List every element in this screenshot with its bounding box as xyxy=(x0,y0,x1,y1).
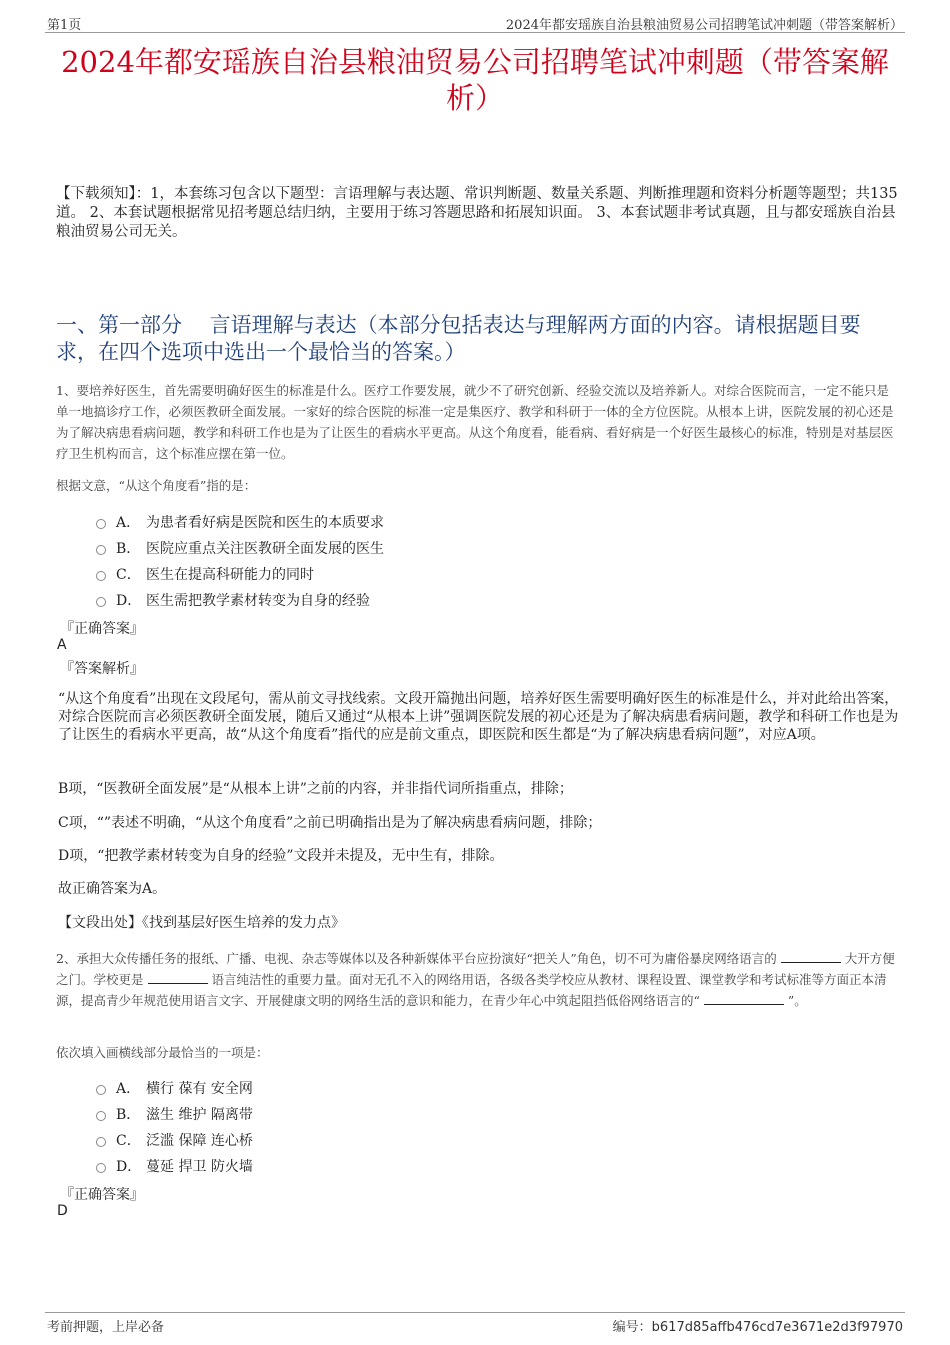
question-2-prompt: 依次填入画横线部分最恰当的一项是： xyxy=(56,1045,269,1060)
radio-icon[interactable] xyxy=(96,545,106,555)
fill-blank-1 xyxy=(781,950,841,963)
q1-answer-label: 『正确答案』 xyxy=(60,621,144,637)
radio-icon[interactable] xyxy=(96,1163,106,1173)
q2-option-c[interactable]: C． 泛滥 保障 连心桥 xyxy=(96,1127,253,1153)
q1-option-b[interactable]: B． 医院应重点关注医教研全面发展的医生 xyxy=(96,535,384,561)
q1-analysis-d: D项，“把教学素材转变为自身的经验”文段并未提及，无中生有，排除。 xyxy=(58,848,504,864)
radio-icon[interactable] xyxy=(96,1085,106,1095)
q1-option-c[interactable]: C． 医生在提高科研能力的同时 xyxy=(96,561,384,587)
section-heading: 一、第一部分 言语理解与表达（本部分包括表达与理解两方面的内容。请根据题目要求，在四个选项中选出一个最恰当的答案。） xyxy=(56,313,861,364)
header-doc-title: 2024年都安瑶族自治县粮油贸易公司招聘笔试冲刺题（带答案解析） xyxy=(505,18,903,33)
question-2-options xyxy=(96,1075,253,1179)
q2-option-a[interactable]: A． 横行 葆有 安全网 xyxy=(96,1075,253,1101)
question-2-stem: 2、承担大众传播任务的报纸、广播、电视、杂志等媒体以及各种新媒体平台应扮演好“把关人”角色，切不可为庸俗暴戾网络语言的 大开方便之门。学校更是 语言纯洁性的重要力量。面对无孔不入的网络用语，各级各类学校应从教材、课程设置、课堂教学和考试标准等方面正本清源，提高青少年规范使用语言文字、开展健康文明的网络生活的意识和能力，在青少年心中筑起阻挡低俗网络语言的“ ”。 xyxy=(56,951,895,1008)
q1-option-d[interactable]: D． 医生需把教学素材转变为自身的经验 xyxy=(96,587,384,613)
footer-code: 编号：b617d85affb476cd7e3671e2d3f97970 xyxy=(612,1320,903,1335)
page-header xyxy=(45,14,905,33)
q1-answer: A xyxy=(57,637,67,653)
question-1-prompt: 根据文意，“从这个角度看”指的是： xyxy=(56,478,257,493)
radio-icon[interactable] xyxy=(96,571,106,581)
q1-analysis-label: 『答案解析』 xyxy=(60,661,144,677)
q1-analysis-c: C项，“”表述不明确，“从这个角度看”之前已明确指出是为了解决病患看病问题，排除； xyxy=(58,815,602,831)
download-notice: 【下载须知】：1，本套练习包含以下题型：言语理解与表达题、常识判断题、数量关系题、判断推理题和资料分析题等题型；共135道。 2、本套试题根据常见招考题总结归纳，主要用于练习答题思路和拓展知识面。 3、本套试题非考试真题，且与都安瑶族自治县粮油贸易公司无关。 xyxy=(56,186,898,240)
fill-blank-2 xyxy=(148,971,208,984)
page-footer xyxy=(45,1312,905,1333)
q1-analysis-conclusion: 故正确答案为A。 xyxy=(58,881,167,897)
page-number: 第1页 xyxy=(47,18,82,33)
fill-blank-3 xyxy=(704,992,784,1005)
q2-option-b[interactable]: B． 滋生 维护 隔离带 xyxy=(96,1101,253,1127)
radio-icon[interactable] xyxy=(96,519,106,529)
radio-icon[interactable] xyxy=(96,1137,106,1147)
q2-answer-label: 『正确答案』 xyxy=(60,1187,144,1203)
q2-answer: D xyxy=(57,1203,68,1219)
q1-analysis-main: “从这个角度看”出现在文段尾句，需从前文寻找线索。文段开篇抛出问题，培养好医生需要明确好医生的标准是什么，并对此给出答案，对综合医院而言必须医教研全面发展，随后又通过“从根本上讲”强调医院发展的初心还是为了解决病患看病问题，教学和科研工作也是为了让医生的看病水平更高，故“从这个角度看”指代的应是前文重点，即医院和医生都是“为了解决病患看病问题”，对应A项。 xyxy=(58,691,899,743)
question-1-options xyxy=(96,509,384,613)
radio-icon[interactable] xyxy=(96,597,106,607)
q2-option-d[interactable]: D． 蔓延 捍卫 防火墙 xyxy=(96,1153,253,1179)
q1-analysis-b: B项，“医教研全面发展”是“从根本上讲”之前的内容，并非指代词所指重点，排除； xyxy=(58,781,573,797)
page-title: 2024年都安瑶族自治县粮油贸易公司招聘笔试冲刺题（带答案解析） xyxy=(61,45,889,115)
question-1-stem: 1、要培养好医生，首先需要明确好医生的标准是什么。医疗工作要发展，就少不了研究创新、经验交流以及培养新人。对综合医院而言，一定不能只是单一地搞诊疗工作，必须医教研全面发展。一家好的综合医院的标准一定是集医疗、教学和科研于一体的全方位医院。从根本上讲，医院发展的初心还是为了解决病患看病问题，教学和科研工作也是为了让医生的看病水平更高。从这个角度看，能看病、看好病是一个好医生最核心的标准，特别是对基层医疗卫生机构而言，这个标准应摆在第一位。 xyxy=(56,383,894,461)
q1-source: 【文段出处】《找到基层好医生培养的发力点》 xyxy=(58,915,345,931)
radio-icon[interactable] xyxy=(96,1111,106,1121)
footer-slogan: 考前押题，上岸必备 xyxy=(47,1320,165,1335)
q1-option-a[interactable]: A． 为患者看好病是医院和医生的本质要求 xyxy=(96,509,384,535)
